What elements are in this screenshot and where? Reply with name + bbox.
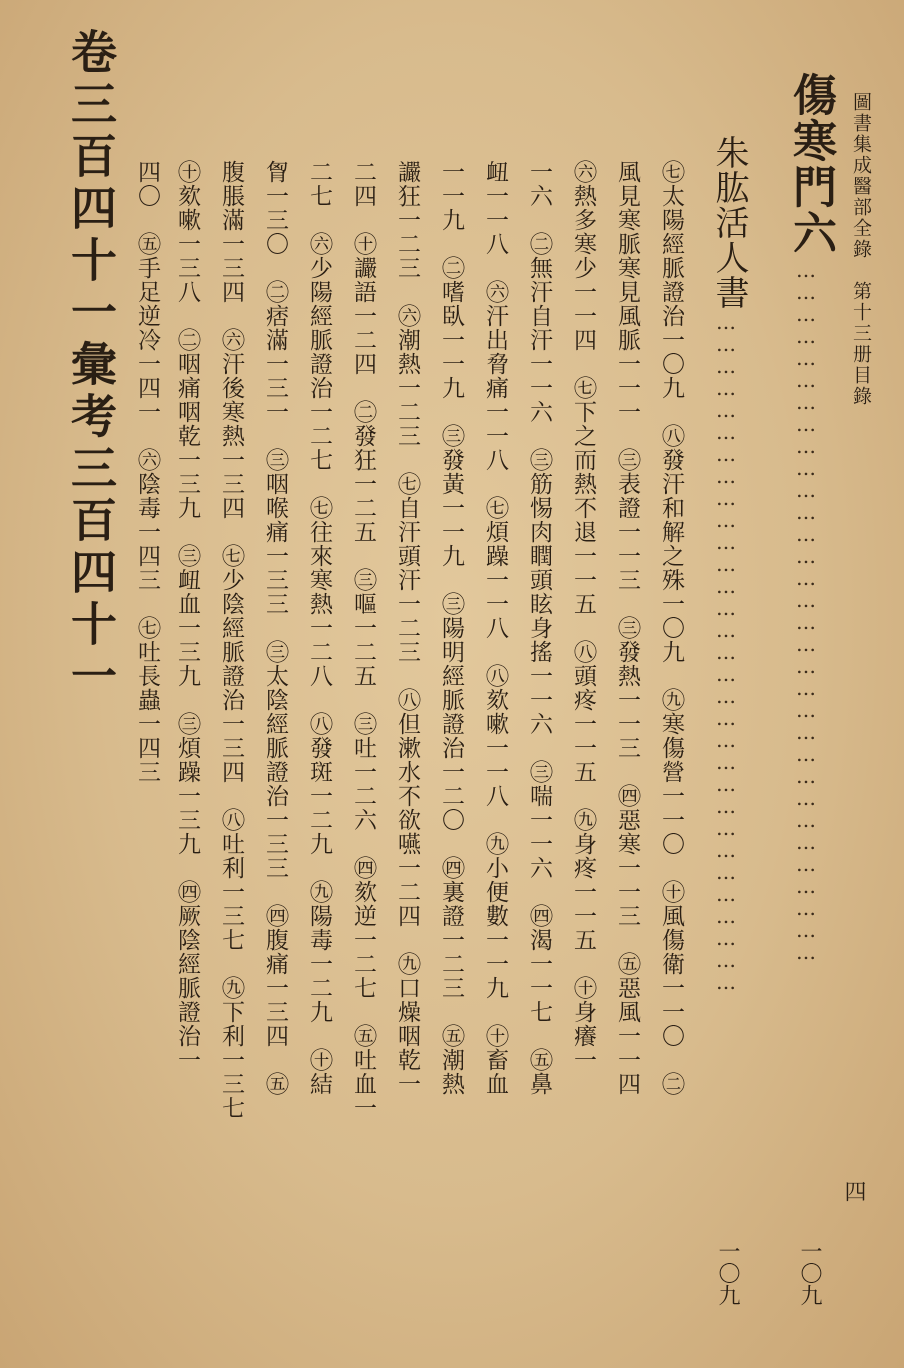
book-page-number: 一〇九 [715, 1240, 740, 1306]
entry-line: 胷一三〇 ㊁痞滿一三一 ㊂咽喉痛一三三 ㊂太陰經脈證治一三三 ㊃腹痛一三四 ㊄ [262, 160, 288, 1096]
entry-line: 風見寒脈寒見風脈一一一 ㊂表證一一三 ㊂發熱一一三 ㊃惡寒一一三 ㊄惡風一一四 [614, 160, 640, 1096]
entry-line: 讝狂一二三 ㊅潮熱一二三 ㊆自汗頭汗一二三 ㊇但漱水不欲嚥一二四 ㊈口燥咽乾一 [394, 160, 420, 1096]
section-title: 傷寒門六 [785, 72, 836, 256]
section-leader-dots: …………………………………………………………………………………… [794, 258, 818, 962]
page-number: 四 [841, 1180, 866, 1202]
entry-line: 腹脹滿一三四 ㊅汗後寒熱一三四 ㊆少陰經脈證治一三四 ㊇吐利一三七 ㊈下利一三七 [218, 160, 244, 1120]
entry-line: 一一九 ㊁嗜臥一一九 ㊂發黃一一九 ㊂陽明經脈證治一二〇 ㊃裏證一二三 ㊄潮熱 [438, 160, 464, 1096]
book-leader-dots: ………………………………………………………………………………… [714, 310, 738, 992]
book-title: 朱肱活人書 [709, 135, 749, 310]
running-header: 圖書集成醫部全錄 第十三册目錄 [850, 92, 872, 407]
volume-title: 卷三百四十一彙考三百四十一 [64, 28, 118, 704]
entry-line: ㊆太陽經脈證治一〇九 ㊇發汗和解之殊一〇九 ㊈寒傷營一一〇 ㊉風傷衛一一〇 ㊁ [658, 160, 684, 1096]
entry-line: 二七 ㊅少陽經脈證治一二七 ㊆往來寒熱一二八 ㊇發斑一二九 ㊈陽毒一二九 ㊉結 [306, 160, 332, 1096]
section-page-number: 一〇九 [797, 1240, 822, 1306]
entry-line: 四〇 ㊄手足逆冷一四一 ㊅陰毒一四三 ㊆吐長蟲一四三 [134, 160, 160, 784]
entry-line: 一六 ㊁無汗自汗一一六 ㊂筋惕肉瞤頭眩身搖一一六 ㊂喘一一六 ㊃渴一一七 ㊄鼻 [526, 160, 552, 1096]
entry-line: 二四 ㊉讝語一二四 ㊁發狂一二五 ㊂嘔一二五 ㊂吐一二六 ㊃欬逆一二七 ㊄吐血一 [350, 160, 376, 1120]
entry-line: 衄一一八 ㊅汗出脅痛一一八 ㊆煩躁一一八 ㊇欬嗽一一八 ㊈小便數一一九 ㊉畜血 [482, 160, 508, 1096]
entry-line: ㊉欬嗽一三八 ㊁咽痛咽乾一三九 ㊂衄血一三九 ㊂煩躁一三九 ㊃厥陰經脈證治一 [174, 160, 200, 1072]
entry-line: ㊅熱多寒少一一四 ㊆下之而熱不退一一五 ㊇頭疼一一五 ㊈身疼一一五 ㊉身癢一 [570, 160, 596, 1072]
